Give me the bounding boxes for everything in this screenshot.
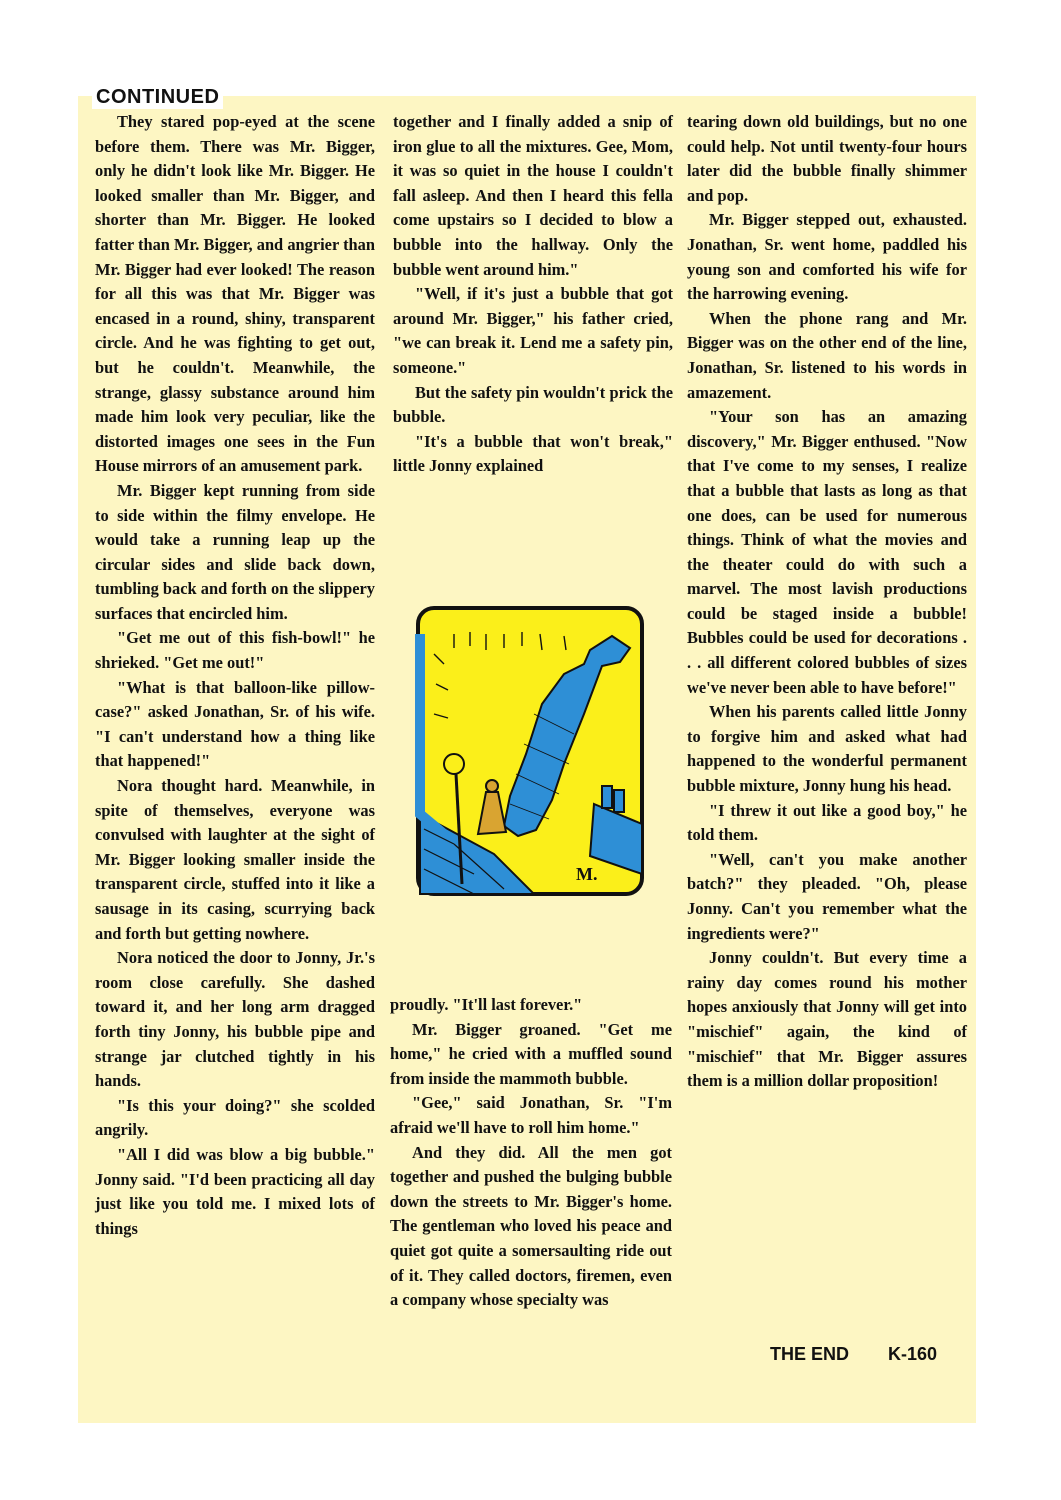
text-column-2-top [393, 110, 673, 479]
shadow-illustration [414, 604, 646, 898]
paragraph: But the safety pin wouldn't prick the bubble. [393, 382, 673, 427]
paragraph: When his parents called little Jonny to forgive him and asked what had happened to the wonderful permanent bubble mixture, Jonny hung his head. [687, 702, 967, 796]
story-end-line [770, 1344, 937, 1365]
continued-heading: CONTINUED [92, 86, 223, 109]
paragraph: When the phone rang and Mr. Bigger was on the other end of the line, Jonathan, Sr. listened to his words in amazement. [687, 308, 967, 402]
paragraph: "I threw it out like a good boy," he told them. [687, 800, 967, 845]
paragraph: Mr. Bigger groaned. "Get me home," he cried with a muffled sound from inside the mammoth bubble. [390, 1019, 672, 1088]
paragraph: Mr. Bigger kept running from side to side within the filmy envelope. He would take a running leap up the circular sides and slide back down, tumbling back and forth on the slippery surfaces that encircled him. [95, 480, 375, 623]
artist-signature: M. [576, 864, 598, 884]
the-end-label: THE END [770, 1344, 850, 1364]
paragraph: Nora noticed the door to Jonny, Jr.'s room close carefully. She dashed toward it, and her long arm dragged forth tiny Jonny, his bubble pipe and strange jar clutched tightly in his hands. [95, 948, 375, 1091]
paragraph: And they did. All the men got together and pushed the bulging bubble down the streets to Mr. Bigger's home. The gentleman who loved his peace and quiet got quite a somersaulting ride out of it. They called doctors, firemen, even a company whose specialty was [390, 1142, 672, 1310]
story-code: K-160 [888, 1344, 938, 1364]
paragraph: together and I finally added a snip of iron glue to all the mixtures. Gee, Mom, it was so quiet in the house I couldn't fall asleep. And then I heard this fella come upstairs so I decided to blow a bubble into the hallway. Only the bubble went around him." [393, 112, 673, 279]
paragraph: proudly. "It'll last forever." [390, 995, 583, 1014]
paragraph: "What is that balloon-like pillow-case?" asked Jonathan, Sr. of his wife. "I can't understand how a thing like that happened!" [95, 677, 375, 771]
text-column-1 [95, 110, 375, 1241]
paragraph: "Your son has an amazing discovery," Mr. Bigger enthused. "Now that I've come to my senses, I realize that a bubble that lasts as long as that one does, can be used for numerous things. Think of what the movies and the theater could do with such a marvel. The most lavish productions could be staged inside a bubble! Bubbles could be used for decorations . . . all different colored bubbles of sizes we've never been able to have before!" [687, 407, 967, 697]
paragraph: "All I did was blow a big bubble." Jonny said. "I'd been practicing all day just like you told me. I mixed lots of things [95, 1144, 375, 1238]
paragraph: "Get me out of this fish-bowl!" he shrieked. "Get me out!" [95, 628, 375, 673]
paragraph: "It's a bubble that won't break," little Jonny explained [393, 431, 673, 476]
paragraph: tearing down old buildings, but no one could help. Not until twenty-four hours later did the bubble finally shimmer and pop. [687, 112, 967, 205]
text-column-3 [687, 110, 967, 1094]
text-column-2-bottom [390, 993, 672, 1313]
paragraph: "Well, if it's just a bubble that got around Mr. Bigger," his father cried, "we can break it. Lend me a safety pin, someone." [393, 284, 673, 377]
paragraph: They stared pop-eyed at the scene before them. There was Mr. Bigger, only he didn't look like Mr. Bigger. He looked smaller than Mr. Bigger, and shorter than Mr. Bigger. He looked fatter than Mr. Bigger, and angrier than Mr. Bigger had ever looked! The reason for all this was that Mr. Bigger was encased in a round, shiny, transparent circle. And he was fighting to get out, but he couldn't. Meanwhile, the strange, glassy substance around him made him look very peculiar, like the distorted images one sees in the Fun House mirrors of an amusement park. [95, 112, 375, 476]
paragraph: "Gee," said Jonathan, Sr. "I'm afraid we'll have to roll him home." [390, 1093, 672, 1137]
paragraph: "Well, can't you make another batch?" they pleaded. "Oh, please Jonny. Can't you remember what the ingredients were?" [687, 849, 967, 943]
paragraph: Jonny couldn't. But every time a rainy day comes round his mother hopes anxiously that Jonny will get into "mischief" again, the kind of "mischief" that Mr. Bigger assures them is a million dollar proposition! [687, 948, 967, 1091]
paragraph: "Is this your doing?" she scolded angrily. [95, 1095, 375, 1140]
paragraph: Mr. Bigger stepped out, exhausted. Jonathan, Sr. went home, paddled his young son and comforted his wife for the harrowing evening. [687, 210, 967, 304]
paragraph: Nora thought hard. Meanwhile, in spite of themselves, everyone was convulsed with laughter at the sight of Mr. Bigger looking smaller inside the transparent circle, stuffed into it like a sausage in its casing, scurrying back and forth but getting nowhere. [95, 776, 375, 943]
